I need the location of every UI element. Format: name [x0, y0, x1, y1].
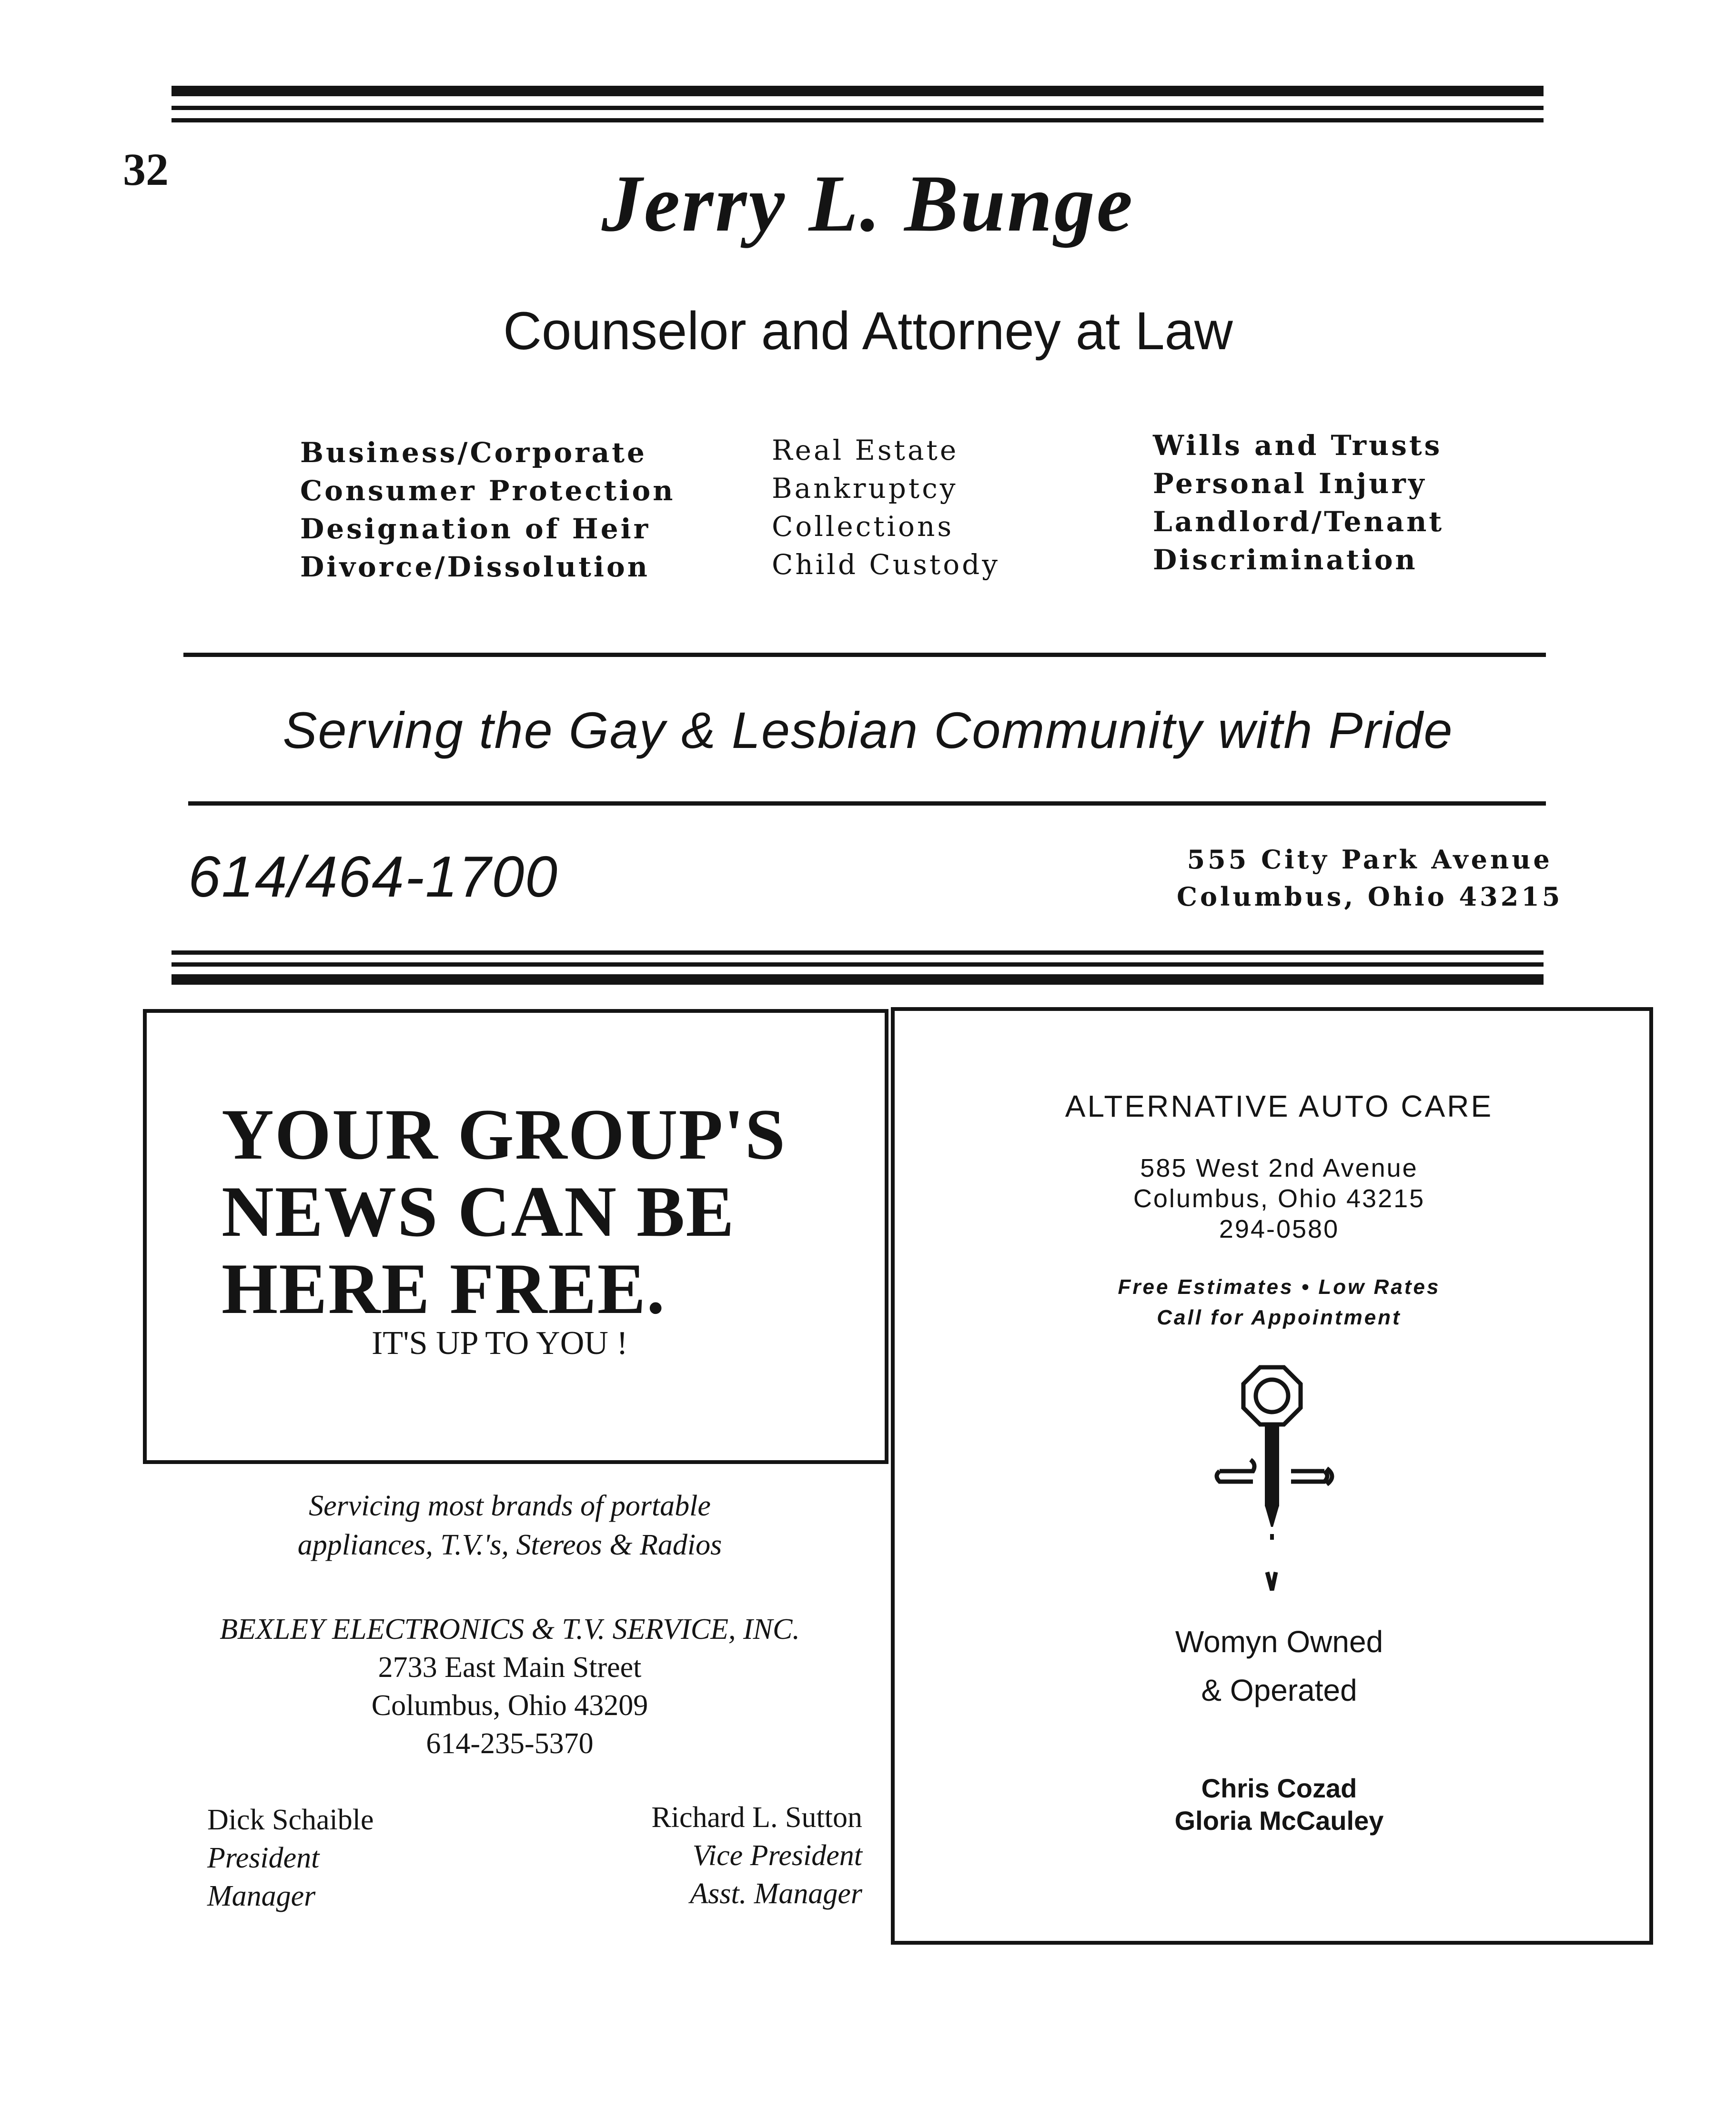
- page-number: 32: [123, 144, 169, 195]
- practice-area: Real Estate: [772, 434, 959, 466]
- address-line: Columbus, Ohio 43209: [371, 1689, 648, 1722]
- bexley-contact: [148, 1610, 872, 1763]
- divider-rule: [188, 801, 1546, 806]
- officer-title: Manager: [207, 1880, 316, 1912]
- address-line: 585 West 2nd Avenue: [1140, 1154, 1418, 1182]
- auto-care-address: [905, 1153, 1653, 1244]
- address-line: Columbus, Ohio 43215: [1133, 1184, 1425, 1213]
- group-news-subline: IT'S UP TO YOU !: [372, 1325, 628, 1362]
- officer-title: President: [207, 1842, 320, 1874]
- officer-right: [619, 1798, 862, 1913]
- practice-column-2: [772, 431, 1000, 584]
- offer-line: Free Estimates • Low Rates: [1118, 1275, 1441, 1299]
- practice-area: Discrimination: [1153, 544, 1418, 576]
- bexley-tagline: [148, 1486, 872, 1565]
- address-line: 2733 East Main Street: [378, 1651, 642, 1684]
- phone-number: 614/464-1700: [188, 844, 559, 909]
- bottom-rule-2: [172, 962, 1544, 967]
- tagline: Serving the Gay & Lesbian Community with Pride: [283, 701, 1453, 759]
- headline-line: YOUR GROUP'S: [222, 1094, 787, 1174]
- wrench-and-nut-icon: [1210, 1363, 1353, 1591]
- practice-column-1: [300, 434, 675, 586]
- practice-column-3: [1153, 426, 1444, 579]
- practice-area: Divorce/Dissolution: [300, 551, 650, 583]
- address-line: Columbus, Ohio 43215: [1177, 881, 1563, 912]
- headline-line: NEWS CAN BE: [222, 1171, 735, 1252]
- group-news-headline: [222, 1096, 786, 1327]
- phone-number: 294-0580: [1219, 1215, 1340, 1243]
- phone-number: 614-235-5370: [426, 1727, 594, 1760]
- address-line: 555 City Park Avenue: [1187, 844, 1553, 875]
- practice-area: Personal Injury: [1153, 467, 1427, 500]
- auto-care-owners: [905, 1772, 1653, 1837]
- tagline-line: appliances, T.V.'s, Stereos & Radios: [297, 1529, 722, 1561]
- practice-area: Collections: [772, 510, 954, 543]
- practice-area: Landlord/Tenant: [1153, 505, 1444, 538]
- ownership-line: Womyn Owned: [1175, 1625, 1383, 1659]
- officer-left: [207, 1801, 374, 1915]
- offer-line: Call for Appointment: [1157, 1306, 1402, 1329]
- top-rule-3: [172, 118, 1544, 122]
- company-name: BEXLEY ELECTRONICS & T.V. SERVICE, INC.: [220, 1613, 800, 1646]
- practice-area: Business/Corporate: [300, 436, 647, 469]
- top-rule-2: [172, 106, 1544, 110]
- officer-name: Dick Schaible: [207, 1804, 374, 1836]
- bottom-rule-3: [172, 974, 1544, 985]
- auto-care-ownership: [905, 1617, 1653, 1715]
- owner-name: Chris Cozad: [1201, 1773, 1357, 1803]
- owner-name: Gloria McCauley: [1174, 1806, 1384, 1836]
- tagline-line: Servicing most brands of portable: [309, 1490, 711, 1522]
- top-rule-1: [172, 86, 1544, 96]
- practice-area: Designation of Heir: [300, 513, 651, 545]
- headline-line: HERE FREE.: [222, 1249, 666, 1329]
- auto-care-title: ALTERNATIVE AUTO CARE: [1065, 1089, 1494, 1123]
- office-address: [1177, 841, 1563, 915]
- attorney-name: Jerry L. Bunge: [601, 159, 1135, 248]
- officer-name: Richard L. Sutton: [651, 1801, 862, 1834]
- practice-area: Wills and Trusts: [1153, 429, 1443, 462]
- ownership-line: & Operated: [1201, 1673, 1357, 1707]
- officer-title: Asst. Manager: [690, 1878, 862, 1910]
- officer-title: Vice President: [692, 1839, 862, 1872]
- auto-care-offers: [905, 1272, 1653, 1333]
- practice-area: Bankruptcy: [772, 472, 958, 505]
- attorney-subtitle: Counselor and Attorney at Law: [503, 301, 1233, 361]
- practice-area: Child Custody: [772, 548, 1000, 581]
- divider-rule: [183, 653, 1546, 657]
- practice-area: Consumer Protection: [300, 474, 676, 507]
- bottom-rule-1: [172, 950, 1544, 955]
